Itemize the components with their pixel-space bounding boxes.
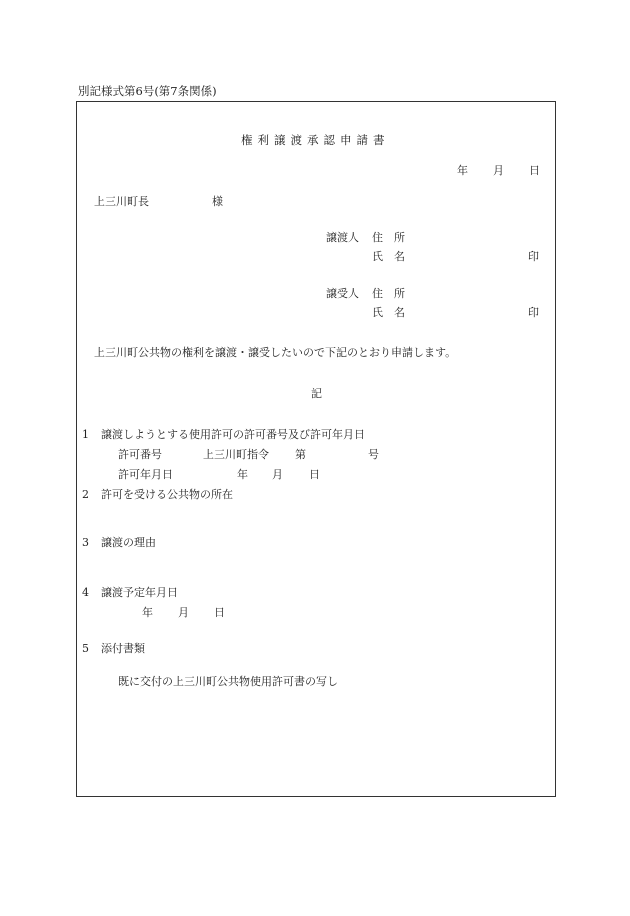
item-2-number: 2 — [82, 488, 89, 501]
item-4-text: 譲渡予定年月日 — [101, 586, 178, 599]
item-4-number: 4 — [82, 586, 89, 599]
transferor-address-label: 住 所 — [372, 231, 405, 244]
permit-number-label: 許可番号 — [118, 448, 162, 461]
transferee-seal: 印 — [528, 306, 539, 319]
transferor-role: 譲渡人 — [326, 231, 359, 244]
permit-date-year: 年 — [237, 468, 248, 481]
addressee-honorific: 様 — [212, 195, 223, 208]
application-statement: 上三川町公共物の権利を譲渡・譲受したいので下記のとおり申請します。 — [94, 346, 457, 359]
permit-dai: 第 — [295, 448, 306, 461]
permit-go: 号 — [368, 448, 379, 461]
form-label: 別記様式第6号(第7条関係) — [78, 84, 217, 98]
transferee-address-label: 住 所 — [372, 287, 405, 300]
item-5-text: 添付書類 — [101, 642, 145, 655]
transferee-name-label: 氏 名 — [372, 306, 405, 319]
transferor-name-label: 氏 名 — [372, 250, 405, 263]
planned-date-month: 月 — [178, 606, 189, 619]
item-5-number: 5 — [82, 642, 89, 655]
addressee-name: 上三川町長 — [94, 195, 149, 208]
transferor-seal: 印 — [528, 250, 539, 263]
item-2-text: 許可を受ける公共物の所在 — [101, 488, 233, 501]
date-month: 月 — [493, 164, 504, 177]
date-year: 年 — [457, 164, 468, 177]
permit-date-month: 月 — [272, 468, 283, 481]
item-3-number: 3 — [82, 536, 89, 549]
ki-heading: 記 — [311, 387, 322, 400]
permit-prefix: 上三川町指令 — [203, 448, 269, 461]
item-1-number: 1 — [82, 428, 89, 441]
planned-date-day: 日 — [214, 606, 225, 619]
date-day: 日 — [529, 164, 540, 177]
planned-date-year: 年 — [142, 606, 153, 619]
document-title: 権利譲渡承認申請書 — [241, 133, 390, 147]
transferee-role: 譲受人 — [326, 287, 359, 300]
item-3-text: 譲渡の理由 — [101, 536, 156, 549]
attachment-description: 既に交付の上三川町公共物使用許可書の写し — [118, 675, 338, 688]
permit-date-day: 日 — [309, 468, 320, 481]
item-1-text: 譲渡しようとする使用許可の許可番号及び許可年月日 — [101, 428, 365, 441]
permit-date-label: 許可年月日 — [118, 468, 173, 481]
